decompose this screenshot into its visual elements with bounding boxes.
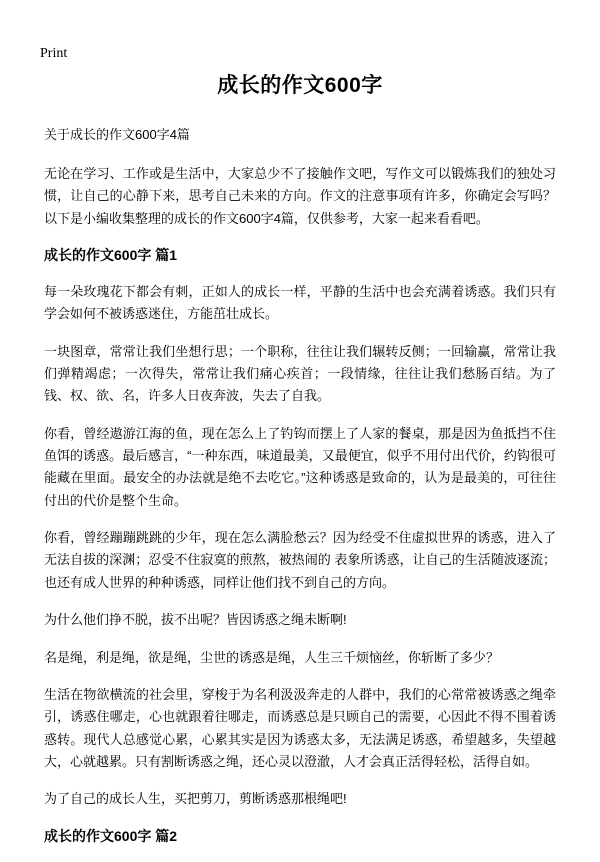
document-content bbox=[44, 72, 556, 862]
page-title: 成长的作文600字 bbox=[217, 74, 383, 97]
body-paragraph: 无论在学习、工作或是生活中，大家总少不了接触作文吧，写作文可以锻炼我们的独处习惯，让自己的心静下来，思考自己未来的方向。作文的注意事项有许多，你确定会写吗？以下是小编收集整理的成长的作文600字4篇，仅供参考，大家一起来看看吧。 bbox=[44, 165, 556, 226]
body-paragraph: 名是绳，利是绳，欲是绳，尘世的诱惑是绳，人生三千烦恼丝，你斩断了多少？ bbox=[44, 649, 500, 665]
print-link[interactable]: Print bbox=[40, 46, 68, 61]
body-paragraph: 生活在物欲横流的社会里，穿梭于为名利汲汲奔走的人群中，我们的心常常被诱惑之绳牵引，诱惑住哪走，心也就跟着往哪走，而诱惑总是只顾自己的需要，心因此不得不围着诱惑转。现代人总感觉心累，心累其实是因为诱惑太多，无法满足诱惑，希望越多，失望越大，心就越累。只有割断诱惑之绳，还心灵以澄澈，人才会真正活得轻松，活得自如。 bbox=[44, 686, 556, 769]
body-paragraph: 为了自己的成长人生，买把剪刀，剪断诱惑那根绳吧! bbox=[44, 791, 347, 807]
document-subtitle: 关于成长的作文600字4篇 bbox=[44, 127, 190, 143]
body-paragraph: 一块图章，常常让我们坐想行思；一个职称，往往让我们辗转反侧；一回输赢，常常让我们弹精竭虑；一次得失，常常让我们痛心疾首；一段情缘，往往让我们愁肠百结。为了钱、权、欲、名，许多人日夜奔波，失去了自我。 bbox=[44, 343, 556, 404]
body-paragraph: 你看，曾经蹦蹦跳跳的少年，现在怎么满脸愁云？因为经受不住虚拟世界的诱惑，进入了无法自拔的深渊；忍受不住寂寞的煎熬，被热闹的 表象所诱惑，让自己的生活随波逐流；也还有成人世界的种种诱惑，同样让他们找不到自己的方向。 bbox=[44, 530, 556, 590]
document-body bbox=[44, 163, 556, 847]
section-heading: 成长的作文600字 篇1 bbox=[44, 246, 178, 263]
section-heading: 成长的作文600字 篇2 bbox=[44, 827, 178, 844]
body-paragraph: 你看，曾经遨游江海的鱼，现在怎么上了钓钩而摆上了人家的餐桌，那是因为鱼抵挡不住鱼饵的诱惑。最后感言，“一种东西，味道最美，又最便宜，似乎不用付出代价，约钩很可能藏在里面。最安全的办法就是绝不去吃它。”这种诱惑是致命的，认为是最美的，可往往付出的代价是整个生命。 bbox=[44, 425, 556, 508]
body-paragraph: 为什么他们挣不脱，拔不出呢？皆因诱惑之绳未断啊! bbox=[44, 612, 347, 628]
body-paragraph: 每一朵玫瑰花下都会有刺，正如人的成长一样，平静的生活中也会充满着诱惑。我们只有学会如何不被诱惑迷住，方能茁壮成长。 bbox=[44, 283, 556, 322]
